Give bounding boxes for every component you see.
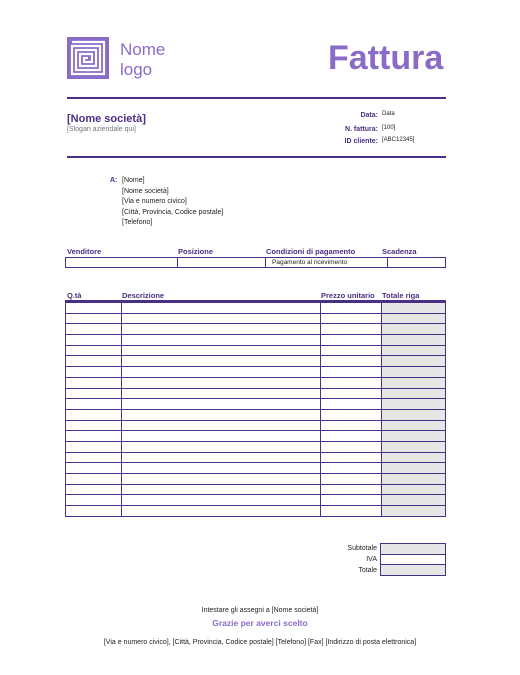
totals-table bbox=[380, 543, 446, 576]
table-row bbox=[66, 399, 446, 410]
tax-label: IVA bbox=[366, 556, 377, 563]
description-header: Descrizione bbox=[122, 291, 165, 300]
qty-cell[interactable] bbox=[66, 313, 122, 324]
unit-price-cell[interactable] bbox=[321, 441, 382, 452]
company-slogan: [Slogan aziendale qui] bbox=[67, 126, 136, 133]
line-total-cell[interactable] bbox=[382, 324, 446, 335]
table-row bbox=[66, 474, 446, 485]
description-cell[interactable] bbox=[122, 484, 321, 495]
qty-cell[interactable] bbox=[66, 441, 122, 452]
table-row bbox=[66, 506, 446, 517]
qty-cell[interactable] bbox=[66, 463, 122, 474]
line-total-cell[interactable] bbox=[382, 313, 446, 324]
line-total-cell[interactable] bbox=[382, 431, 446, 442]
description-cell[interactable] bbox=[122, 441, 321, 452]
unit-price-cell[interactable] bbox=[321, 474, 382, 485]
recipient-city: [Città, Provincia, Codice postale] bbox=[122, 208, 224, 216]
qty-cell[interactable] bbox=[66, 495, 122, 506]
line-total-header: Totale riga bbox=[382, 291, 420, 300]
description-cell[interactable] bbox=[122, 335, 321, 346]
due-date-cell[interactable] bbox=[388, 258, 446, 268]
unit-price-cell[interactable] bbox=[321, 356, 382, 367]
table-row bbox=[66, 388, 446, 399]
description-cell[interactable] bbox=[122, 324, 321, 335]
sales-row bbox=[66, 258, 446, 268]
table-row bbox=[66, 345, 446, 356]
sales-table bbox=[65, 257, 446, 268]
customer-id-label: ID cliente: bbox=[344, 138, 378, 145]
recipient-address bbox=[122, 176, 223, 229]
description-cell[interactable] bbox=[122, 345, 321, 356]
logo-placeholder bbox=[120, 40, 165, 80]
unit-price-cell[interactable] bbox=[321, 452, 382, 463]
table-row bbox=[66, 324, 446, 335]
unit-price-cell[interactable] bbox=[321, 388, 382, 399]
table-row bbox=[66, 495, 446, 506]
recipient-name: [Nome] bbox=[122, 177, 145, 184]
logo-line-1: Nome bbox=[120, 40, 166, 59]
description-cell[interactable] bbox=[122, 377, 321, 388]
salesperson-header: Venditore bbox=[67, 247, 102, 256]
table-row bbox=[66, 441, 446, 452]
date-label: Data: bbox=[360, 112, 378, 119]
recipient-street: [Via e numero civico] bbox=[122, 198, 187, 205]
table-row bbox=[66, 420, 446, 431]
total-value[interactable] bbox=[381, 565, 446, 576]
subtotal-label: Subtotale bbox=[347, 545, 377, 552]
unit-price-cell[interactable] bbox=[321, 431, 382, 442]
unit-price-cell[interactable] bbox=[321, 495, 382, 506]
position-header: Posizione bbox=[178, 247, 214, 256]
description-cell[interactable] bbox=[122, 420, 321, 431]
description-cell[interactable] bbox=[122, 388, 321, 399]
table-row bbox=[66, 303, 446, 314]
qty-cell[interactable] bbox=[66, 506, 122, 517]
items-table bbox=[65, 302, 446, 517]
table-row bbox=[66, 377, 446, 388]
qty-cell[interactable] bbox=[66, 388, 122, 399]
line-total-cell[interactable] bbox=[382, 345, 446, 356]
line-total-cell[interactable] bbox=[382, 452, 446, 463]
due-date-header: Scadenza bbox=[382, 247, 417, 256]
qty-cell[interactable] bbox=[66, 484, 122, 495]
description-cell[interactable] bbox=[122, 506, 321, 517]
description-cell[interactable] bbox=[122, 409, 321, 420]
line-total-cell[interactable] bbox=[382, 367, 446, 378]
description-cell[interactable] bbox=[122, 356, 321, 367]
position-cell[interactable] bbox=[178, 258, 266, 268]
description-cell[interactable] bbox=[122, 367, 321, 378]
line-total-cell[interactable] bbox=[382, 463, 446, 474]
unit-price-cell[interactable] bbox=[321, 324, 382, 335]
logo-icon bbox=[67, 37, 109, 79]
qty-cell[interactable] bbox=[66, 399, 122, 410]
qty-cell[interactable] bbox=[66, 324, 122, 335]
description-cell[interactable] bbox=[122, 431, 321, 442]
qty-cell[interactable] bbox=[66, 303, 122, 314]
line-total-cell[interactable] bbox=[382, 399, 446, 410]
line-total-cell[interactable] bbox=[382, 335, 446, 346]
table-row bbox=[66, 367, 446, 378]
description-cell[interactable] bbox=[122, 399, 321, 410]
line-total-cell[interactable] bbox=[382, 495, 446, 506]
unit-price-cell[interactable] bbox=[321, 377, 382, 388]
total-label: Totale bbox=[358, 567, 377, 574]
customer-id-value: [ABC12345] bbox=[382, 137, 415, 143]
payment-terms-header: Condizioni di pagamento bbox=[266, 247, 356, 256]
thank-you-message: Grazie per averci scelto bbox=[212, 618, 308, 628]
description-cell[interactable] bbox=[122, 452, 321, 463]
description-cell[interactable] bbox=[122, 463, 321, 474]
line-total-cell[interactable] bbox=[382, 420, 446, 431]
date-value: Data bbox=[382, 111, 395, 117]
qty-cell[interactable] bbox=[66, 420, 122, 431]
line-total-cell[interactable] bbox=[382, 356, 446, 367]
line-total-cell[interactable] bbox=[382, 377, 446, 388]
unit-price-cell[interactable] bbox=[321, 409, 382, 420]
qty-cell[interactable] bbox=[66, 409, 122, 420]
payment-terms-cell[interactable]: Pagamento al ricevimento bbox=[266, 258, 388, 268]
subtotal-value[interactable] bbox=[381, 544, 446, 555]
qty-cell[interactable] bbox=[66, 356, 122, 367]
qty-cell[interactable] bbox=[66, 377, 122, 388]
checks-payable-note: Intestare gli assegni a [Nome società] bbox=[201, 607, 319, 614]
salesperson-cell[interactable] bbox=[66, 258, 178, 268]
header-divider-bottom bbox=[67, 156, 446, 158]
line-total-cell[interactable] bbox=[382, 484, 446, 495]
company-name: [Nome società] bbox=[67, 113, 146, 125]
table-row bbox=[66, 463, 446, 474]
invoice-title: Fattura bbox=[328, 39, 444, 77]
recipient-phone: [Telefono] bbox=[122, 219, 153, 226]
unit-price-cell[interactable] bbox=[321, 463, 382, 474]
description-cell[interactable] bbox=[122, 495, 321, 506]
unit-price-cell[interactable] bbox=[321, 506, 382, 517]
logo-line-2: logo bbox=[120, 60, 153, 79]
unit-price-cell[interactable] bbox=[321, 313, 382, 324]
footer-contact-info: [Via e numero civico], [Città, Provincia, Codice postale] [Telefono] [Fax] [Indirizzo di posta elettronica] bbox=[103, 639, 417, 646]
table-row bbox=[66, 431, 446, 442]
table-row bbox=[66, 335, 446, 346]
table-row bbox=[66, 452, 446, 463]
unit-price-cell[interactable] bbox=[321, 335, 382, 346]
qty-cell[interactable] bbox=[66, 367, 122, 378]
qty-header: Q.tà bbox=[67, 291, 82, 300]
line-total-cell[interactable] bbox=[382, 441, 446, 452]
line-total-cell[interactable] bbox=[382, 303, 446, 314]
recipient-label: A: bbox=[110, 177, 118, 184]
description-cell[interactable] bbox=[122, 474, 321, 485]
recipient-company: [Nome società] bbox=[122, 187, 169, 195]
qty-cell[interactable] bbox=[66, 431, 122, 442]
table-row bbox=[66, 409, 446, 420]
table-row bbox=[66, 484, 446, 495]
description-cell[interactable] bbox=[122, 303, 321, 314]
unit-price-cell[interactable] bbox=[321, 303, 382, 314]
unit-price-cell[interactable] bbox=[321, 484, 382, 495]
unit-price-header: Prezzo unitario bbox=[321, 291, 375, 300]
tax-value[interactable] bbox=[381, 554, 446, 565]
qty-cell[interactable] bbox=[66, 474, 122, 485]
qty-cell[interactable] bbox=[66, 345, 122, 356]
qty-cell[interactable] bbox=[66, 452, 122, 463]
unit-price-cell[interactable] bbox=[321, 367, 382, 378]
description-cell[interactable] bbox=[122, 313, 321, 324]
unit-price-cell[interactable] bbox=[321, 420, 382, 431]
line-total-cell[interactable] bbox=[382, 409, 446, 420]
invoice-number-label: N. fattura: bbox=[344, 126, 378, 133]
header-divider-top bbox=[67, 97, 446, 99]
line-total-cell[interactable] bbox=[382, 474, 446, 485]
qty-cell[interactable] bbox=[66, 335, 122, 346]
unit-price-cell[interactable] bbox=[321, 399, 382, 410]
line-total-cell[interactable] bbox=[382, 506, 446, 517]
table-row bbox=[66, 356, 446, 367]
invoice-number-value: [100] bbox=[382, 125, 396, 131]
line-total-cell[interactable] bbox=[382, 388, 446, 399]
unit-price-cell[interactable] bbox=[321, 345, 382, 356]
table-row bbox=[66, 313, 446, 324]
